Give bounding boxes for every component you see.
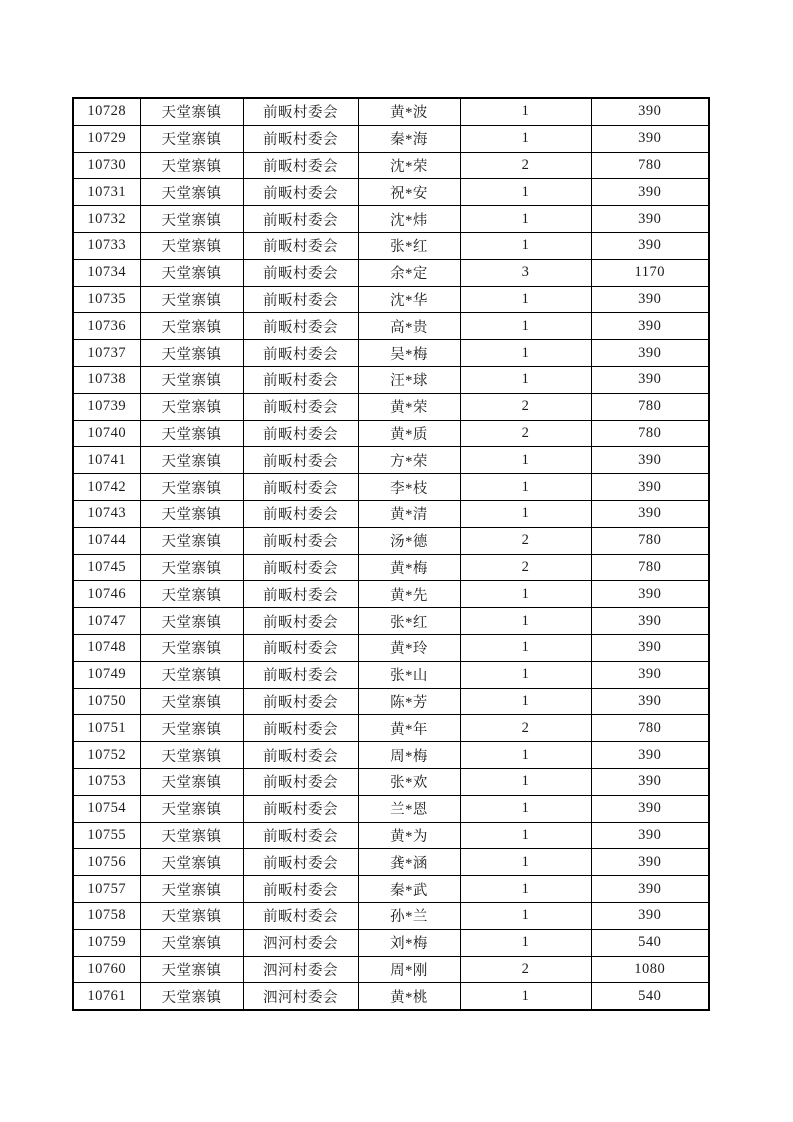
- cell-amount: 390: [591, 179, 709, 206]
- cell-village: 前畈村委会: [243, 661, 358, 688]
- cell-name: 孙*兰: [358, 902, 460, 929]
- cell-count: 1: [460, 876, 591, 903]
- cell-count: 1: [460, 608, 591, 635]
- cell-count: 1: [460, 232, 591, 259]
- cell-town: 天堂寨镇: [140, 527, 243, 554]
- cell-amount: 390: [591, 902, 709, 929]
- cell-town: 天堂寨镇: [140, 849, 243, 876]
- cell-id: 10749: [73, 661, 140, 688]
- cell-name: 沈*炜: [358, 206, 460, 233]
- cell-village: 前畈村委会: [243, 447, 358, 474]
- cell-amount: 540: [591, 983, 709, 1010]
- cell-name: 张*山: [358, 661, 460, 688]
- cell-name: 黄*为: [358, 822, 460, 849]
- cell-town: 天堂寨镇: [140, 634, 243, 661]
- cell-id: 10746: [73, 581, 140, 608]
- cell-village: 前畈村委会: [243, 313, 358, 340]
- table-body: [73, 98, 709, 1010]
- cell-count: 1: [460, 286, 591, 313]
- cell-amount: 1170: [591, 259, 709, 286]
- cell-amount: 390: [591, 742, 709, 769]
- cell-name: 吴*梅: [358, 340, 460, 367]
- cell-name: 黄*清: [358, 500, 460, 527]
- cell-name: 陈*芳: [358, 688, 460, 715]
- table-row: [73, 313, 709, 340]
- cell-village: 前畈村委会: [243, 902, 358, 929]
- cell-name: 兰*恩: [358, 795, 460, 822]
- cell-count: 1: [460, 849, 591, 876]
- cell-town: 天堂寨镇: [140, 608, 243, 635]
- cell-amount: 390: [591, 447, 709, 474]
- table-row: [73, 474, 709, 501]
- cell-name: 周*刚: [358, 956, 460, 983]
- cell-count: 1: [460, 206, 591, 233]
- cell-name: 刘*梅: [358, 929, 460, 956]
- cell-town: 天堂寨镇: [140, 742, 243, 769]
- cell-count: 1: [460, 581, 591, 608]
- cell-count: 1: [460, 340, 591, 367]
- table-row: [73, 420, 709, 447]
- cell-town: 天堂寨镇: [140, 822, 243, 849]
- cell-name: 黄*玲: [358, 634, 460, 661]
- cell-village: 前畈村委会: [243, 608, 358, 635]
- cell-amount: 390: [591, 286, 709, 313]
- cell-town: 天堂寨镇: [140, 98, 243, 125]
- cell-town: 天堂寨镇: [140, 902, 243, 929]
- table-row: [73, 876, 709, 903]
- cell-name: 黄*先: [358, 581, 460, 608]
- cell-id: 10750: [73, 688, 140, 715]
- cell-town: 天堂寨镇: [140, 688, 243, 715]
- cell-town: 天堂寨镇: [140, 795, 243, 822]
- cell-count: 1: [460, 768, 591, 795]
- cell-count: 1: [460, 366, 591, 393]
- table-row: [73, 125, 709, 152]
- cell-id: 10757: [73, 876, 140, 903]
- table-row: [73, 286, 709, 313]
- table-row: [73, 179, 709, 206]
- cell-count: 1: [460, 125, 591, 152]
- cell-name: 黄*年: [358, 715, 460, 742]
- table-row: [73, 393, 709, 420]
- cell-count: 1: [460, 500, 591, 527]
- cell-name: 黄*桃: [358, 983, 460, 1010]
- cell-amount: 390: [591, 125, 709, 152]
- cell-id: 10744: [73, 527, 140, 554]
- cell-name: 沈*荣: [358, 152, 460, 179]
- cell-name: 黄*波: [358, 98, 460, 125]
- cell-id: 10748: [73, 634, 140, 661]
- cell-id: 10731: [73, 179, 140, 206]
- cell-amount: 780: [591, 152, 709, 179]
- cell-name: 沈*华: [358, 286, 460, 313]
- cell-name: 秦*海: [358, 125, 460, 152]
- cell-name: 李*枝: [358, 474, 460, 501]
- cell-village: 前畈村委会: [243, 742, 358, 769]
- cell-amount: 390: [591, 876, 709, 903]
- cell-id: 10736: [73, 313, 140, 340]
- cell-name: 周*梅: [358, 742, 460, 769]
- cell-name: 高*贵: [358, 313, 460, 340]
- cell-town: 天堂寨镇: [140, 956, 243, 983]
- table-row: [73, 983, 709, 1010]
- table-row: [73, 340, 709, 367]
- cell-village: 前畈村委会: [243, 259, 358, 286]
- cell-village: 泗河村委会: [243, 983, 358, 1010]
- cell-town: 天堂寨镇: [140, 983, 243, 1010]
- cell-town: 天堂寨镇: [140, 313, 243, 340]
- table-row: [73, 715, 709, 742]
- table-row: [73, 366, 709, 393]
- cell-town: 天堂寨镇: [140, 929, 243, 956]
- cell-name: 黄*荣: [358, 393, 460, 420]
- table-row: [73, 152, 709, 179]
- cell-name: 秦*武: [358, 876, 460, 903]
- table-row: [73, 634, 709, 661]
- cell-id: 10761: [73, 983, 140, 1010]
- cell-id: 10737: [73, 340, 140, 367]
- cell-count: 2: [460, 715, 591, 742]
- table-row: [73, 259, 709, 286]
- cell-count: 1: [460, 661, 591, 688]
- cell-town: 天堂寨镇: [140, 500, 243, 527]
- table-row: [73, 902, 709, 929]
- cell-amount: 780: [591, 527, 709, 554]
- cell-name: 方*荣: [358, 447, 460, 474]
- cell-village: 前畈村委会: [243, 206, 358, 233]
- cell-id: 10758: [73, 902, 140, 929]
- table-row: [73, 688, 709, 715]
- cell-amount: 540: [591, 929, 709, 956]
- cell-town: 天堂寨镇: [140, 152, 243, 179]
- cell-town: 天堂寨镇: [140, 876, 243, 903]
- cell-count: 1: [460, 474, 591, 501]
- cell-id: 10729: [73, 125, 140, 152]
- cell-name: 汪*球: [358, 366, 460, 393]
- cell-name: 龚*涵: [358, 849, 460, 876]
- data-table: [72, 97, 710, 1011]
- cell-amount: 780: [591, 554, 709, 581]
- table-row: [73, 608, 709, 635]
- cell-town: 天堂寨镇: [140, 340, 243, 367]
- cell-id: 10734: [73, 259, 140, 286]
- cell-village: 前畈村委会: [243, 634, 358, 661]
- cell-amount: 780: [591, 393, 709, 420]
- cell-count: 2: [460, 956, 591, 983]
- cell-amount: 390: [591, 581, 709, 608]
- cell-id: 10747: [73, 608, 140, 635]
- table-row: [73, 527, 709, 554]
- table-row: [73, 554, 709, 581]
- cell-amount: 390: [591, 340, 709, 367]
- cell-id: 10760: [73, 956, 140, 983]
- cell-amount: 390: [591, 313, 709, 340]
- cell-town: 天堂寨镇: [140, 715, 243, 742]
- cell-id: 10743: [73, 500, 140, 527]
- cell-id: 10728: [73, 98, 140, 125]
- table-row: [73, 98, 709, 125]
- cell-village: 前畈村委会: [243, 340, 358, 367]
- cell-count: 1: [460, 634, 591, 661]
- cell-amount: 390: [591, 634, 709, 661]
- table-row: [73, 447, 709, 474]
- cell-count: 1: [460, 795, 591, 822]
- cell-id: 10739: [73, 393, 140, 420]
- cell-amount: 780: [591, 715, 709, 742]
- cell-id: 10733: [73, 232, 140, 259]
- cell-village: 前畈村委会: [243, 500, 358, 527]
- table-row: [73, 822, 709, 849]
- cell-town: 天堂寨镇: [140, 474, 243, 501]
- cell-village: 前畈村委会: [243, 98, 358, 125]
- table-row: [73, 742, 709, 769]
- cell-village: 前畈村委会: [243, 795, 358, 822]
- cell-name: 张*红: [358, 232, 460, 259]
- cell-amount: 1080: [591, 956, 709, 983]
- cell-village: 前畈村委会: [243, 554, 358, 581]
- cell-amount: 390: [591, 232, 709, 259]
- cell-id: 10754: [73, 795, 140, 822]
- cell-village: 前畈村委会: [243, 393, 358, 420]
- cell-name: 黄*质: [358, 420, 460, 447]
- cell-id: 10759: [73, 929, 140, 956]
- cell-count: 1: [460, 742, 591, 769]
- cell-town: 天堂寨镇: [140, 581, 243, 608]
- cell-name: 张*红: [358, 608, 460, 635]
- cell-id: 10751: [73, 715, 140, 742]
- cell-count: 1: [460, 447, 591, 474]
- cell-village: 前畈村委会: [243, 474, 358, 501]
- cell-village: 前畈村委会: [243, 849, 358, 876]
- cell-name: 祝*安: [358, 179, 460, 206]
- cell-village: 前畈村委会: [243, 876, 358, 903]
- cell-village: 前畈村委会: [243, 179, 358, 206]
- cell-village: 前畈村委会: [243, 768, 358, 795]
- cell-count: 1: [460, 313, 591, 340]
- cell-amount: 390: [591, 768, 709, 795]
- cell-id: 10732: [73, 206, 140, 233]
- cell-name: 汤*德: [358, 527, 460, 554]
- cell-village: 前畈村委会: [243, 152, 358, 179]
- cell-count: 2: [460, 554, 591, 581]
- cell-id: 10742: [73, 474, 140, 501]
- cell-count: 1: [460, 688, 591, 715]
- cell-town: 天堂寨镇: [140, 206, 243, 233]
- cell-id: 10756: [73, 849, 140, 876]
- cell-count: 1: [460, 98, 591, 125]
- cell-village: 前畈村委会: [243, 688, 358, 715]
- cell-id: 10738: [73, 366, 140, 393]
- cell-amount: 390: [591, 500, 709, 527]
- cell-id: 10745: [73, 554, 140, 581]
- cell-amount: 390: [591, 98, 709, 125]
- cell-town: 天堂寨镇: [140, 554, 243, 581]
- cell-count: 1: [460, 929, 591, 956]
- cell-amount: 780: [591, 420, 709, 447]
- cell-town: 天堂寨镇: [140, 393, 243, 420]
- table-row: [73, 661, 709, 688]
- cell-amount: 390: [591, 206, 709, 233]
- table-row: [73, 581, 709, 608]
- cell-count: 2: [460, 420, 591, 447]
- cell-town: 天堂寨镇: [140, 125, 243, 152]
- cell-amount: 390: [591, 474, 709, 501]
- cell-count: 3: [460, 259, 591, 286]
- cell-count: 2: [460, 527, 591, 554]
- cell-village: 泗河村委会: [243, 929, 358, 956]
- cell-village: 前畈村委会: [243, 420, 358, 447]
- cell-town: 天堂寨镇: [140, 259, 243, 286]
- cell-amount: 390: [591, 822, 709, 849]
- cell-village: 前畈村委会: [243, 366, 358, 393]
- cell-id: 10755: [73, 822, 140, 849]
- cell-village: 泗河村委会: [243, 956, 358, 983]
- cell-town: 天堂寨镇: [140, 232, 243, 259]
- table-row: [73, 849, 709, 876]
- table-row: [73, 929, 709, 956]
- cell-village: 前畈村委会: [243, 232, 358, 259]
- cell-name: 黄*梅: [358, 554, 460, 581]
- cell-amount: 390: [591, 849, 709, 876]
- cell-town: 天堂寨镇: [140, 179, 243, 206]
- cell-id: 10735: [73, 286, 140, 313]
- cell-village: 前畈村委会: [243, 125, 358, 152]
- table-row: [73, 500, 709, 527]
- cell-town: 天堂寨镇: [140, 420, 243, 447]
- cell-town: 天堂寨镇: [140, 366, 243, 393]
- cell-id: 10730: [73, 152, 140, 179]
- cell-amount: 390: [591, 366, 709, 393]
- cell-town: 天堂寨镇: [140, 447, 243, 474]
- cell-count: 1: [460, 822, 591, 849]
- cell-village: 前畈村委会: [243, 581, 358, 608]
- cell-count: 2: [460, 152, 591, 179]
- document-page: [72, 97, 710, 1011]
- cell-id: 10753: [73, 768, 140, 795]
- cell-amount: 390: [591, 795, 709, 822]
- cell-id: 10752: [73, 742, 140, 769]
- cell-count: 2: [460, 393, 591, 420]
- table-row: [73, 956, 709, 983]
- cell-town: 天堂寨镇: [140, 286, 243, 313]
- cell-name: 余*定: [358, 259, 460, 286]
- cell-village: 前畈村委会: [243, 822, 358, 849]
- cell-amount: 390: [591, 608, 709, 635]
- cell-town: 天堂寨镇: [140, 661, 243, 688]
- table-row: [73, 795, 709, 822]
- cell-name: 张*欢: [358, 768, 460, 795]
- cell-count: 1: [460, 983, 591, 1010]
- table-row: [73, 768, 709, 795]
- table-row: [73, 232, 709, 259]
- cell-id: 10741: [73, 447, 140, 474]
- cell-village: 前畈村委会: [243, 286, 358, 313]
- cell-village: 前畈村委会: [243, 715, 358, 742]
- cell-amount: 390: [591, 661, 709, 688]
- cell-amount: 390: [591, 688, 709, 715]
- table-row: [73, 206, 709, 233]
- cell-village: 前畈村委会: [243, 527, 358, 554]
- cell-count: 1: [460, 179, 591, 206]
- cell-town: 天堂寨镇: [140, 768, 243, 795]
- cell-id: 10740: [73, 420, 140, 447]
- cell-count: 1: [460, 902, 591, 929]
